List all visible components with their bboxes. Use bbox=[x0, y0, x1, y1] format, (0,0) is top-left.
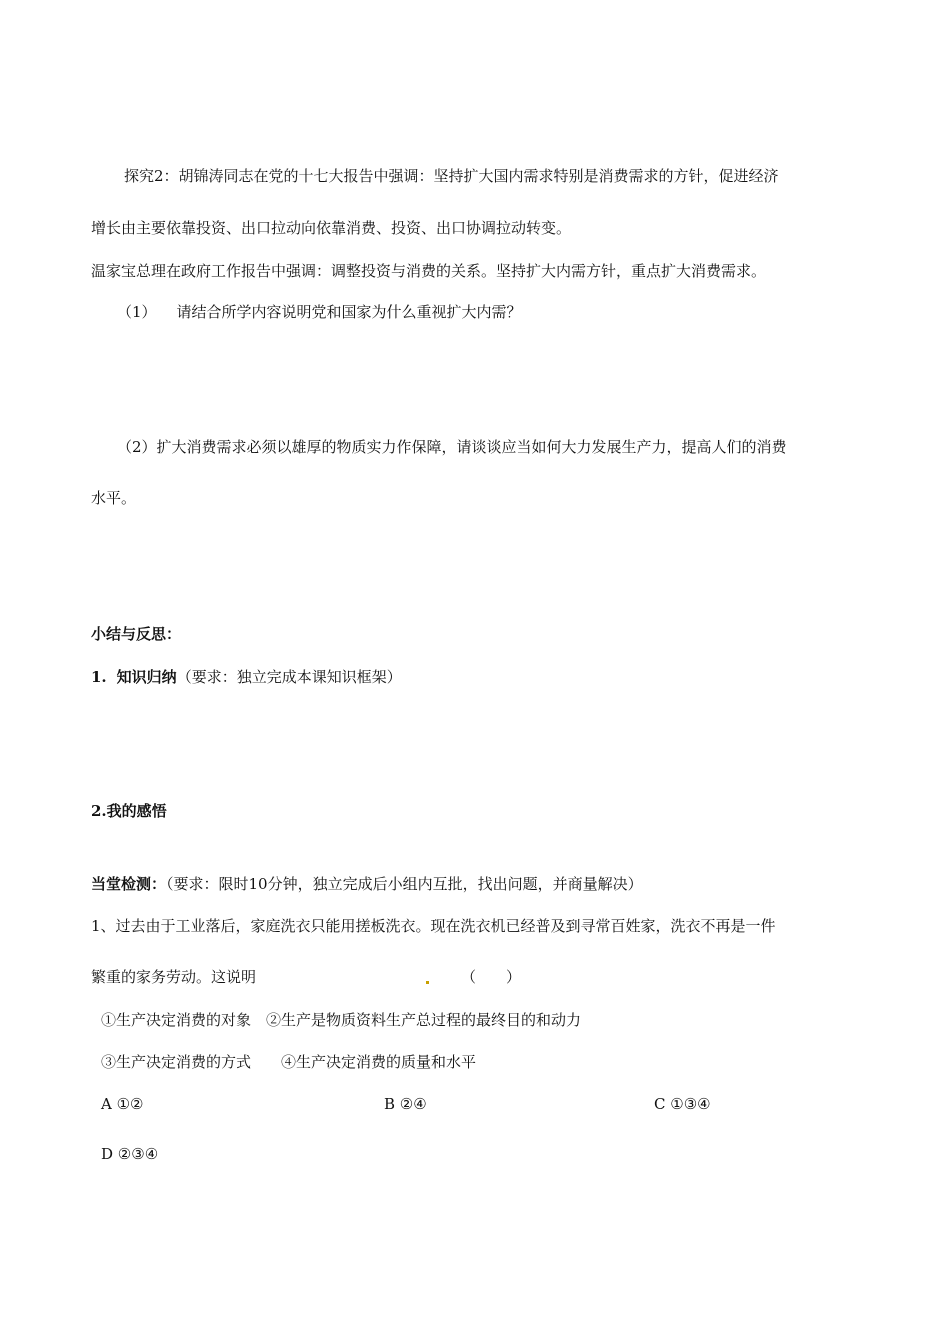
summary-item-2: 2.我的感悟 bbox=[91, 802, 167, 820]
explore2-paragraph-line1: 探究2：胡锦涛同志在党的十七大报告中强调：坚持扩大国内需求特别是消费需求的方针，促进经济 bbox=[124, 167, 779, 185]
summary-item-1-note: （要求：独立完成本课知识框架） bbox=[176, 668, 402, 686]
check-heading: 当堂检测： bbox=[91, 875, 167, 893]
choice-b: B ②④ bbox=[384, 1095, 427, 1113]
answer-blank-marker bbox=[426, 981, 429, 984]
summary-item-1-number: 1. bbox=[91, 668, 107, 686]
explore2-quote-paragraph: 温家宝总理在政府工作报告中强调：调整投资与消费的关系。坚持扩大内需方针，重点扩大消费需求。 bbox=[91, 262, 767, 280]
option-line-1: ①生产决定消费的对象 ②生产是物质资料生产总过程的最终目的和动力 bbox=[101, 1011, 582, 1029]
explore2-paragraph-line2: 增长由主要依靠投资、出口拉动向依靠消费、投资、出口协调拉动转变。 bbox=[91, 219, 572, 237]
choice-d: D ②③④ bbox=[101, 1145, 159, 1163]
choice-c: C ①③④ bbox=[654, 1095, 711, 1113]
question-2-line2: 水平。 bbox=[91, 489, 137, 507]
summary-item-1-title: 知识归纳 bbox=[116, 668, 177, 686]
check-heading-line bbox=[91, 874, 643, 894]
check-note: （要求：限时10分钟，独立完成后小组内互批，找出问题，并商量解决） bbox=[166, 875, 643, 893]
question-1-text: 请结合所学内容说明党和国家为什么重视扩大内需？ bbox=[176, 303, 522, 321]
summary-item-1 bbox=[91, 667, 402, 687]
choice-a: A ①② bbox=[101, 1095, 144, 1113]
option-line-2: ③生产决定消费的方式 ④生产决定消费的质量和水平 bbox=[101, 1053, 477, 1071]
question-1 bbox=[117, 302, 522, 322]
question-1-number: （1） bbox=[117, 303, 157, 321]
check-question-1-line2-text: 繁重的家务劳动。这说明 bbox=[91, 968, 257, 986]
question-2-line1: （2）扩大消费需求必须以雄厚的物质实力作保障，请谈谈应当如何大力发展生产力，提高人们的消费 bbox=[117, 438, 787, 456]
answer-blank: （ ） bbox=[461, 968, 522, 986]
check-question-1-line1: 1、过去由于工业落后，家庭洗衣只能用搓板洗衣。现在洗衣机已经普及到寻常百姓家，洗衣不再是一件 bbox=[91, 917, 776, 935]
summary-heading: 小结与反思： bbox=[91, 625, 182, 643]
